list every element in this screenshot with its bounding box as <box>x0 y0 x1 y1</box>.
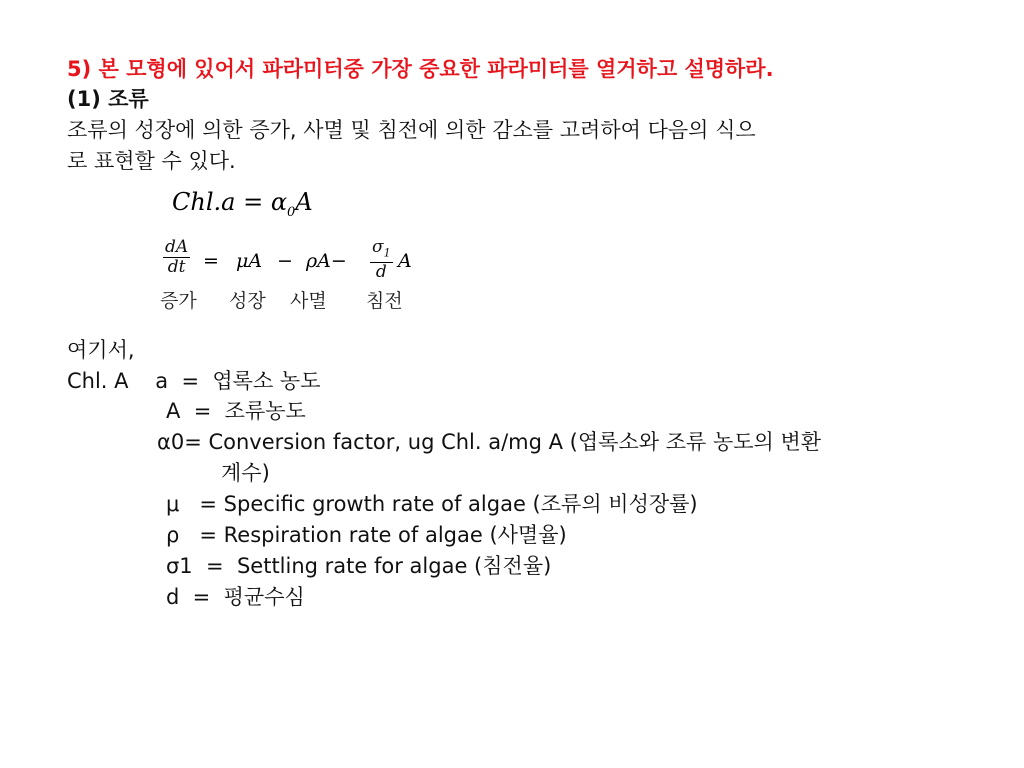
term-respiration: ρA− <box>306 250 347 272</box>
section-title: (1) 조류 <box>67 87 149 111</box>
frac1-denominator: dt <box>167 257 186 277</box>
definition-rho: ρ = Respiration rate of algae (사멸율) <box>166 523 567 547</box>
eq1-lhs: Chl.a <box>172 188 236 216</box>
intro-line-2: 로 표현할 수 있다. <box>67 149 236 173</box>
fraction-dA-dt <box>163 238 190 277</box>
label-growth: 성장 <box>229 290 266 312</box>
definition-alpha: α0= Conversion factor, ug Chl. a/mg A (엽록소와 조류 농도의 변환 <box>157 430 822 454</box>
label-settling: 침전 <box>366 290 403 312</box>
eq2-minus: − <box>277 250 293 272</box>
term-growth: μA <box>236 250 263 272</box>
frac2-numerator: σ <box>372 237 384 257</box>
frac2-numerator-sub: 1 <box>383 246 391 260</box>
definition-chl: Chl. A a = 엽록소 농도 <box>67 369 321 393</box>
question-heading: 5) 본 모형에 있어서 파라미터중 가장 중요한 파라미터를 열거하고 설명하라. <box>67 57 774 81</box>
term-settling-var: A <box>398 250 412 272</box>
definition-a: A = 조류농도 <box>166 399 306 423</box>
definition-sigma: σ1 = Settling rate for algae (침전율) <box>166 554 552 578</box>
eq1-var: A <box>295 188 313 216</box>
eq2-equals: = <box>203 250 219 272</box>
definition-d: d = 평균수심 <box>166 585 305 609</box>
definition-mu: μ = Specific growth rate of algae (조류의 비성장률) <box>166 492 698 516</box>
eq1-alpha-sub: 0 <box>287 204 296 220</box>
frac1-numerator: dA <box>165 237 189 257</box>
intro-line-1: 조류의 성장에 의한 증가, 사멸 및 침전에 의한 감소를 고려하여 다음의 식으 <box>67 118 756 142</box>
fraction-sigma-d <box>370 238 393 282</box>
label-increase: 증가 <box>160 290 197 312</box>
eq1-alpha: α <box>270 188 288 216</box>
definitions-intro: 여기서, <box>67 338 135 362</box>
chlorophyll-equation <box>172 188 313 220</box>
frac2-denominator: d <box>375 262 387 283</box>
eq1-equals: = <box>243 188 264 216</box>
definition-alpha-cont: 계수) <box>221 461 270 485</box>
label-death: 사멸 <box>290 290 327 312</box>
